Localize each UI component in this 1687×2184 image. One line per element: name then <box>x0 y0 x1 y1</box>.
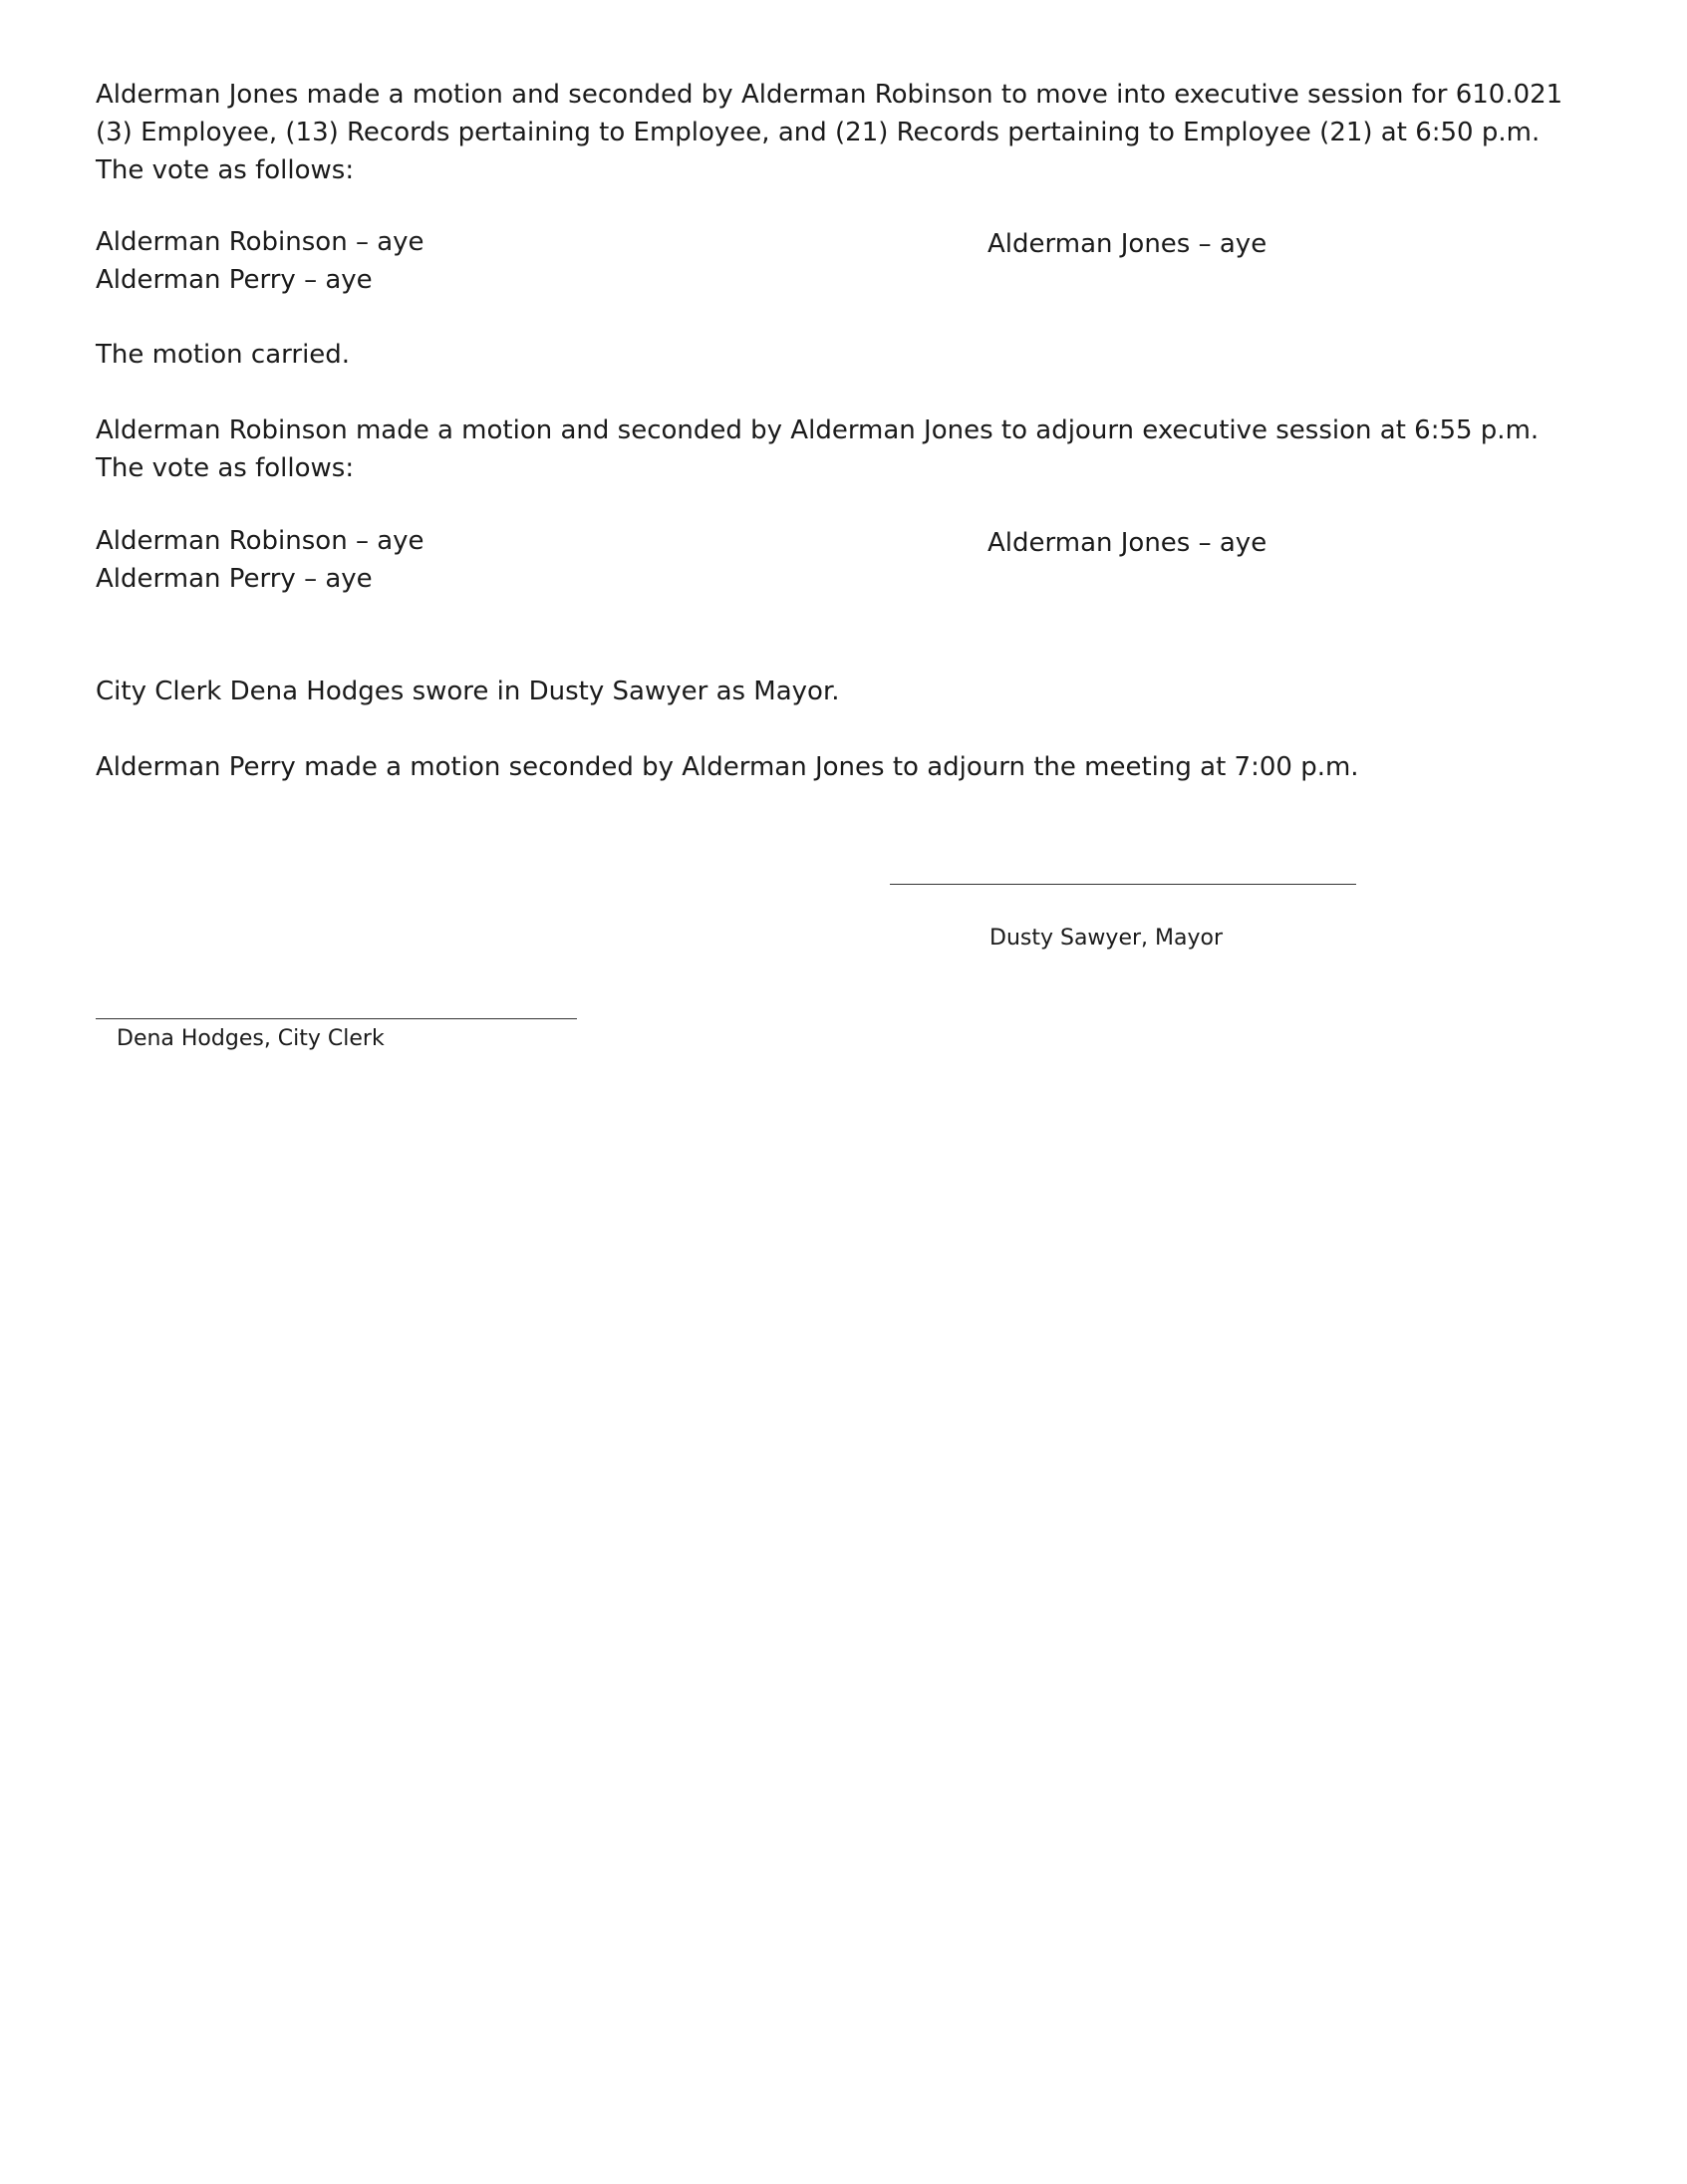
motion-adjourn-meeting: Alderman Perry made a motion seconded by Alderman Jones to adjourn the meeting at 7:00 p.m. <box>96 752 1359 782</box>
motion-executive-session-adjourn: Alderman Robinson made a motion and seconded by Alderman Jones to adjourn executive session at 6:55 p.m. The vote as follows: <box>96 415 1540 483</box>
vote-robinson-2: Alderman Robinson – aye <box>96 526 424 556</box>
vote-jones-2: Alderman Jones – aye <box>987 528 1267 558</box>
motion-carried-statement: The motion carried. <box>96 340 351 370</box>
vote-jones-1: Alderman Jones – aye <box>987 229 1267 259</box>
swearing-in-statement: City Clerk Dena Hodges swore in Dusty Sawyer as Mayor. <box>96 677 840 706</box>
vote-robinson-1: Alderman Robinson – aye <box>96 227 424 257</box>
mayor-signature-label: Dusty Sawyer, Mayor <box>989 926 1223 951</box>
motion-executive-session-enter: Alderman Jones made a motion and seconded by Alderman Robinson to move into executive session for 610.021 (3) Employee, (13) Records pertaining to Employee, and (21) Records pertaining to Employee (21) at 6:50 p.m. The vote as follows: <box>96 80 1563 185</box>
clerk-signature-label: Dena Hodges, City Clerk <box>117 1026 385 1051</box>
mayor-signature-line <box>890 884 1356 885</box>
vote-perry-1: Alderman Perry – aye <box>96 265 373 295</box>
vote-perry-2: Alderman Perry – aye <box>96 564 373 594</box>
clerk-signature-line <box>96 1018 577 1019</box>
